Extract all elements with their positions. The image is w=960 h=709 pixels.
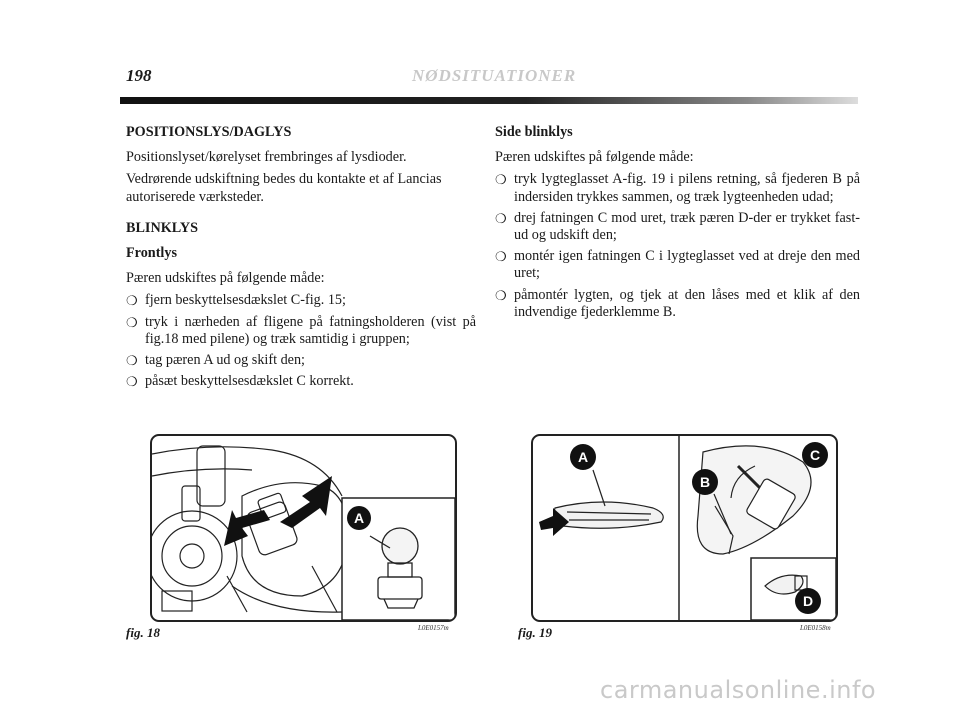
step-text: tag pæren A ud og skift den; [145, 352, 305, 369]
figure-19 [531, 434, 838, 622]
step-text: montér igen fatningen C i lygteglasset ved at dreje den med uret; [514, 248, 860, 282]
step-text: tryk lygteglasset A-fig. 19 i pilens retning, så fjederen B på indersiden trykkes sammen, og træk lygteenheden udad; [514, 171, 860, 205]
list-item [126, 352, 476, 369]
front-steps-list [126, 292, 476, 390]
fig19-code: L0E0158m [800, 624, 831, 632]
side-intro: Pæren udskiftes på følgende måde: [495, 149, 694, 166]
header-rule [120, 97, 858, 104]
callout-a-label: A [353, 510, 365, 526]
step-text: påmontér lygten, og tjek at den låses med et klik af den indvendige fjederklemme B. [514, 286, 860, 320]
list-item [495, 287, 860, 321]
list-item [126, 373, 476, 390]
bullet-icon: ❍ [126, 293, 138, 309]
blink-heading: BLINKLYS [126, 219, 199, 236]
callout-c-label: C [809, 447, 821, 463]
front-intro: Pæren udskiftes på følgende måde: [126, 270, 325, 287]
step-text: påsæt beskyttelsesdækslet C korrekt. [145, 373, 354, 390]
front-subheading: Frontlys [126, 245, 177, 262]
left-column [126, 124, 476, 394]
list-item [126, 292, 476, 309]
side-heading: Side blinklys [495, 124, 573, 140]
position-text-2: Vedrørende udskiftning bedes du kontakte et af Lancias autoriserede værksteder. [126, 171, 442, 205]
step-text: drej fatningen C mod uret, træk pæren D-der er trykket fast-ud og udskift den; [514, 209, 860, 244]
position-text-1: Positionslyset/kørelyset frembringes af lysdioder. [126, 149, 407, 166]
bullet-icon: ❍ [495, 287, 507, 303]
position-heading: POSITIONSLYS/DAGLYS [126, 124, 292, 140]
fig18-code: L0E0157m [418, 624, 449, 632]
fig18-callout-layer [152, 436, 455, 620]
figure-18 [150, 434, 457, 622]
step-text: fjern beskyttelsesdækslet C-fig. 15; [145, 292, 346, 309]
side-steps-list [495, 171, 860, 321]
callout-b-label: B [699, 474, 711, 490]
list-item [495, 248, 860, 282]
bullet-icon: ❍ [495, 210, 507, 226]
callout-d-label: D [802, 593, 814, 609]
callout-a-label: A [577, 449, 589, 465]
list-item [126, 314, 476, 348]
page-number: 198 [126, 66, 152, 85]
watermark[interactable]: carmanualsonline.info [600, 676, 877, 704]
fig19-callout-layer [533, 436, 836, 620]
bullet-icon: ❍ [126, 353, 138, 369]
fig18-caption: fig. 18 [126, 625, 160, 640]
bullet-icon: ❍ [495, 172, 507, 188]
list-item [495, 171, 860, 205]
list-item [495, 210, 860, 244]
section-title: NØDSITUATIONER [412, 66, 577, 85]
bullet-icon: ❍ [126, 314, 138, 330]
fig19-caption: fig. 19 [518, 625, 552, 640]
right-column [495, 124, 860, 325]
step-text: tryk i nærheden af fligene på fatningsholderen (vist på fig.18 med pilene) og træk samtidig i gruppen; [145, 313, 476, 347]
bullet-icon: ❍ [126, 374, 138, 390]
bullet-icon: ❍ [495, 249, 507, 265]
